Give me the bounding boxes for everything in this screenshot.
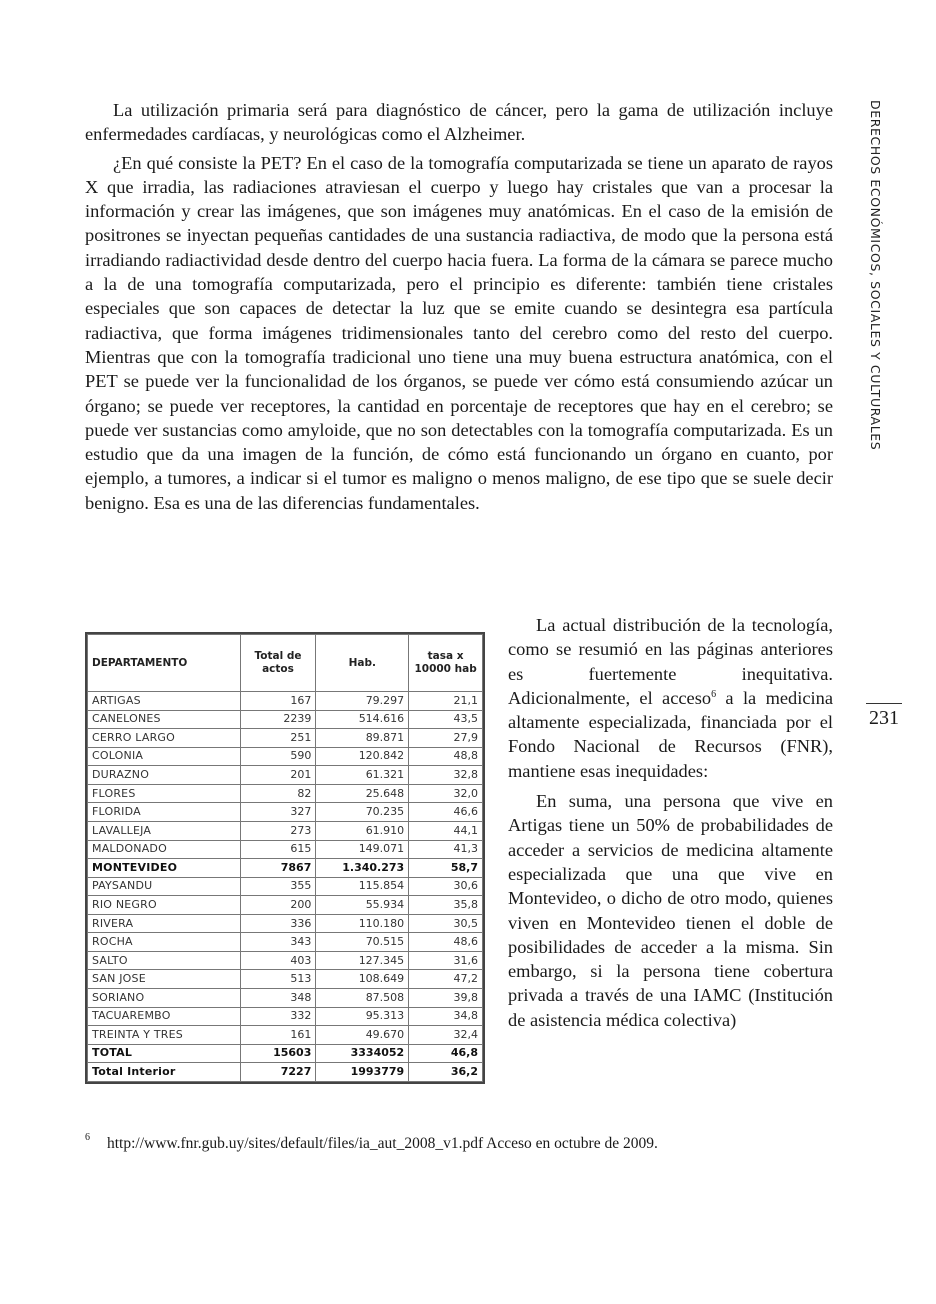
cell-tasa: 32,0	[409, 784, 483, 803]
cell-total-actos: 200	[240, 896, 316, 915]
cell-total-actos: 343	[240, 933, 316, 952]
table-header-row	[88, 635, 483, 692]
header-tasa: tasa x 10000 hab	[409, 635, 483, 692]
cell-hab: 110.180	[316, 914, 409, 933]
side-paragraph-2: En suma, una persona que vive en Artigas tiene un 50% de probabilidades de acceder a servicios de medicina altamente especializada que una que vive en Montevideo, o dicho de otro modo, quienes viven en Montevideo tienen el doble de posibilidades de acceder a la misma. Sin embargo, si la persona tiene cobertura privada a través de una IAMC (Institución de asistencia médica colectiva)	[508, 791, 833, 1030]
cell-departamento: FLORES	[88, 784, 241, 803]
cell-tasa: 44,1	[409, 821, 483, 840]
cell-total-actos: 615	[240, 840, 316, 859]
cell-departamento: CANELONES	[88, 710, 241, 729]
cell-departamento: PAYSANDU	[88, 877, 241, 896]
cell-tasa: 48,8	[409, 747, 483, 766]
page-number-rule	[866, 703, 902, 704]
cell-tasa: 32,4	[409, 1026, 483, 1045]
table-row	[88, 692, 483, 711]
cell-hab: 95.313	[316, 1007, 409, 1026]
table-row	[88, 989, 483, 1008]
cell-departamento: RIO NEGRO	[88, 896, 241, 915]
cell-tasa: 32,8	[409, 766, 483, 785]
cell-tasa: 41,3	[409, 840, 483, 859]
cell-total-actos: 15603	[240, 1044, 316, 1063]
page-number: 231	[869, 707, 899, 729]
table-row	[88, 1007, 483, 1026]
cell-total-actos: 332	[240, 1007, 316, 1026]
cell-departamento: FLORIDA	[88, 803, 241, 822]
cell-total-actos: 82	[240, 784, 316, 803]
cell-hab: 1993779	[316, 1063, 409, 1082]
cell-hab: 127.345	[316, 951, 409, 970]
table-row	[88, 914, 483, 933]
header-hab: Hab.	[316, 635, 409, 692]
cell-hab: 115.854	[316, 877, 409, 896]
table-row	[88, 1044, 483, 1063]
table-body	[88, 692, 483, 1082]
cell-total-actos: 590	[240, 747, 316, 766]
table-row	[88, 710, 483, 729]
table-row	[88, 766, 483, 785]
cell-tasa: 34,8	[409, 1007, 483, 1026]
cell-tasa: 21,1	[409, 692, 483, 711]
table-row	[88, 747, 483, 766]
cell-departamento: RIVERA	[88, 914, 241, 933]
cell-hab: 70.235	[316, 803, 409, 822]
table-row	[88, 803, 483, 822]
cell-hab: 3334052	[316, 1044, 409, 1063]
table-row	[88, 933, 483, 952]
table-row	[88, 970, 483, 989]
table-row	[88, 840, 483, 859]
cell-total-actos: 355	[240, 877, 316, 896]
table-row	[88, 951, 483, 970]
paragraph-2: ¿En qué consiste la PET? En el caso de la tomografía computarizada se tiene un aparato de rayos X que irradia, las radiaciones atraviesan el cuerpo y luego hay cristales que van a procesar la información y crear las imágenes, que son imágenes muy anatómicas. En el caso de la emisión de positrones se inyectan pequeñas cantidades de una sustancia radiactiva, de modo que la persona está irradiando radiactividad desde dentro del cuerpo hacia fuera. La forma de la cámara se parece mucho a la de una tomografía computarizada, pero el principio es diferente: también tiene cristales especiales que son capaces de detectar la luz que se emite cuando se desintegra esa partícula radiactiva, que forma imágenes tridimensionales tanto del cerebro como del resto del cuerpo. Mientras que con la tomografía tradicional uno tiene una muy buena estructura anatómica, con el PET se puede ver la funcionalidad de los órganos, se puede ver cómo está consumiendo azúcar un órgano; se puede ver receptores, la cantidad en porcentaje de receptores que hay en el cerebro; se puede ver sustancias como amyloide, que no son detectables con la tomografía computarizada. Es un estudio que da una imagen de la función, de cómo está funcionando un órgano en cuanto, por ejemplo, a tumores, a indicar si el tumor es maligno o menos maligno, de ese tipo que se suele decir benigno. Esa es una de las diferencias fundamentales.	[85, 152, 833, 513]
cell-hab: 87.508	[316, 989, 409, 1008]
footnote-mark: 6	[85, 1132, 90, 1143]
cell-total-actos: 336	[240, 914, 316, 933]
table-row	[88, 1063, 483, 1082]
department-table	[87, 634, 483, 1082]
department-table-figure	[85, 632, 485, 1084]
footnote-text: http://www.fnr.gub.uy/sites/default/files/ia_aut_2008_v1.pdf Acceso en octubre de 2009.	[107, 1135, 658, 1152]
cell-hab: 89.871	[316, 729, 409, 748]
cell-hab: 149.071	[316, 840, 409, 859]
cell-hab: 79.297	[316, 692, 409, 711]
cell-total-actos: 7867	[240, 859, 316, 878]
cell-departamento: MONTEVIDEO	[88, 859, 241, 878]
header-departamento: DEPARTAMENTO	[88, 635, 241, 692]
cell-departamento: COLONIA	[88, 747, 241, 766]
table-row	[88, 784, 483, 803]
cell-departamento: LAVALLEJA	[88, 821, 241, 840]
cell-total-actos: 273	[240, 821, 316, 840]
cell-total-actos: 201	[240, 766, 316, 785]
cell-total-actos: 161	[240, 1026, 316, 1045]
cell-departamento: TOTAL	[88, 1044, 241, 1063]
cell-total-actos: 327	[240, 803, 316, 822]
cell-departamento: TREINTA Y TRES	[88, 1026, 241, 1045]
cell-total-actos: 7227	[240, 1063, 316, 1082]
cell-hab: 108.649	[316, 970, 409, 989]
cell-tasa: 48,6	[409, 933, 483, 952]
table-row	[88, 1026, 483, 1045]
cell-departamento: SORIANO	[88, 989, 241, 1008]
cell-tasa: 46,6	[409, 803, 483, 822]
cell-tasa: 47,2	[409, 970, 483, 989]
cell-total-actos: 251	[240, 729, 316, 748]
cell-departamento: TACUAREMBO	[88, 1007, 241, 1026]
cell-tasa: 31,6	[409, 951, 483, 970]
cell-hab: 61.321	[316, 766, 409, 785]
side-paragraph-1-start: La actual distribución de la tecnología, como se resumió en las páginas anteriores es fuertemente inequitativa. Adicionalmente, el acceso	[508, 615, 833, 708]
cell-departamento: Total Interior	[88, 1063, 241, 1082]
cell-tasa: 58,7	[409, 859, 483, 878]
side-paragraph-1-end: a la medicina altamente especializada, financiada por el Fondo Nacional de Recursos (FNR), mantiene esas inequidades:	[508, 687, 833, 781]
cell-tasa: 30,6	[409, 877, 483, 896]
cell-total-actos: 348	[240, 989, 316, 1008]
side-column-text	[508, 613, 833, 1038]
footnote-reference: 6	[711, 688, 717, 700]
table-row	[88, 877, 483, 896]
cell-departamento: CERRO LARGO	[88, 729, 241, 748]
cell-departamento: DURAZNO	[88, 766, 241, 785]
cell-departamento: ROCHA	[88, 933, 241, 952]
running-head: DERECHOS ECONÓMICOS, SOCIALES Y CULTURALES	[868, 100, 883, 451]
cell-total-actos: 403	[240, 951, 316, 970]
cell-total-actos: 167	[240, 692, 316, 711]
cell-hab: 61.910	[316, 821, 409, 840]
cell-total-actos: 513	[240, 970, 316, 989]
cell-tasa: 43,5	[409, 710, 483, 729]
cell-hab: 49.670	[316, 1026, 409, 1045]
side-paragraph-1	[508, 613, 833, 783]
cell-hab: 70.515	[316, 933, 409, 952]
cell-hab: 514.616	[316, 710, 409, 729]
main-text	[85, 98, 833, 519]
cell-tasa: 39,8	[409, 989, 483, 1008]
cell-hab: 25.648	[316, 784, 409, 803]
table-row	[88, 896, 483, 915]
cell-departamento: MALDONADO	[88, 840, 241, 859]
cell-tasa: 30,5	[409, 914, 483, 933]
cell-tasa: 27,9	[409, 729, 483, 748]
cell-departamento: SAN JOSE	[88, 970, 241, 989]
cell-hab: 120.842	[316, 747, 409, 766]
cell-departamento: ARTIGAS	[88, 692, 241, 711]
cell-tasa: 46,8	[409, 1044, 483, 1063]
cell-total-actos: 2239	[240, 710, 316, 729]
cell-hab: 55.934	[316, 896, 409, 915]
cell-hab: 1.340.273	[316, 859, 409, 878]
paragraph-1: La utilización primaria será para diagnóstico de cáncer, pero la gama de utilización incluye enfermedades cardíacas, y neurológicas como el Alzheimer.	[85, 100, 833, 145]
cell-tasa: 35,8	[409, 896, 483, 915]
table-row	[88, 729, 483, 748]
table-row	[88, 859, 483, 878]
cell-tasa: 36,2	[409, 1063, 483, 1082]
cell-departamento: SALTO	[88, 951, 241, 970]
table-row	[88, 821, 483, 840]
header-total-actos: Total de actos	[240, 635, 316, 692]
